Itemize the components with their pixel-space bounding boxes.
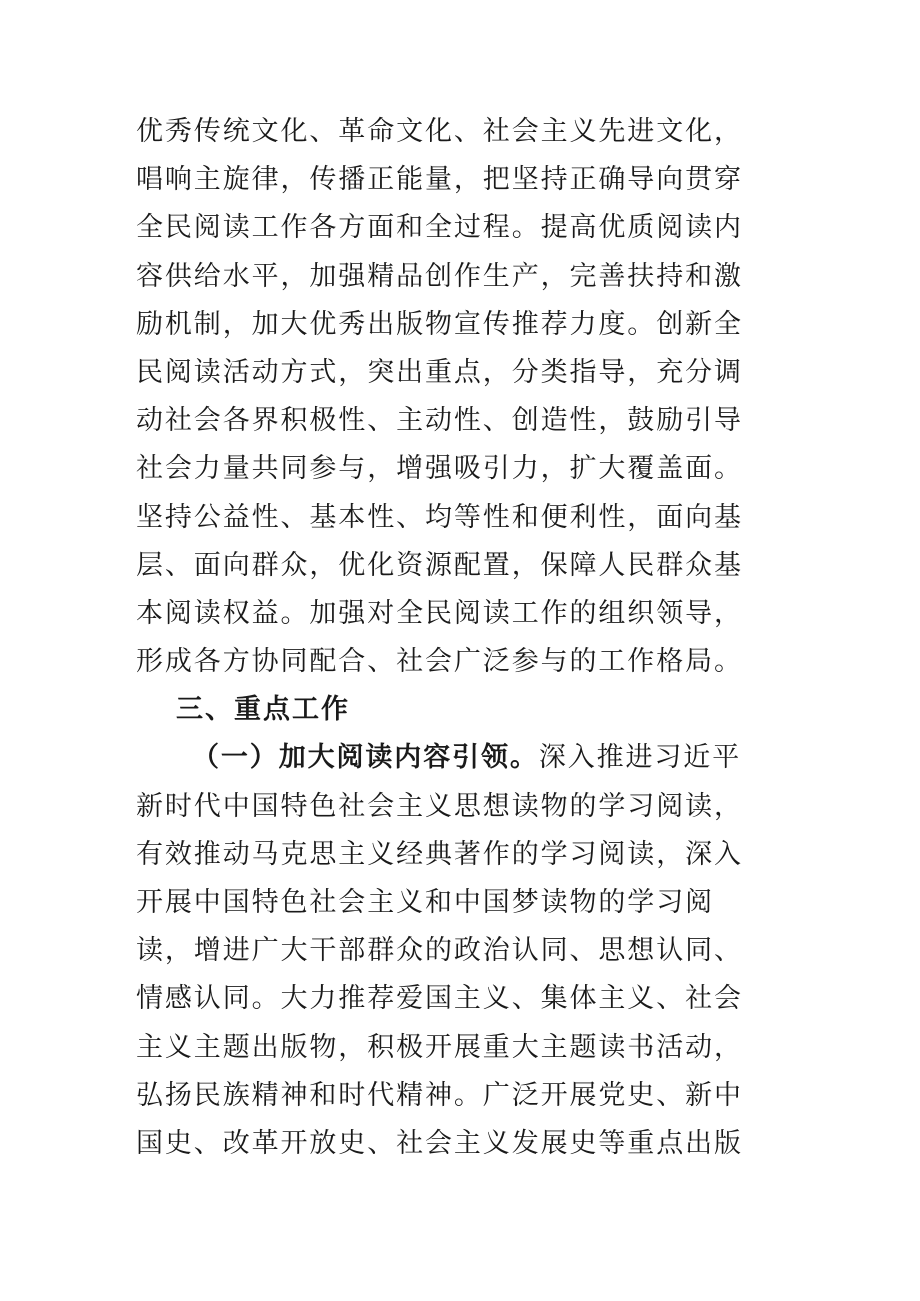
- subsection-line-1: 新时代中国特色社会主义思想读物的学习阅读，: [136, 790, 743, 822]
- text-line-8: 社会力量共同参与，增强吸引力，扩大覆盖面。: [136, 453, 743, 485]
- subsection-line-5: 情感认同。大力推荐爱国主义、集体主义、社会: [136, 983, 743, 1015]
- subsection-line-2: 有效推动马克思主义经典著作的学习阅读，深入: [136, 838, 743, 870]
- subsection-first-line: [136, 734, 776, 782]
- section-heading: 三、重点工作: [176, 694, 350, 726]
- text-line-3: 全民阅读工作各方面和全过程。提高优质阅读内: [136, 212, 743, 244]
- subsection-title: （一）加大阅读内容引领。: [192, 742, 539, 774]
- subsection-line-8: 国史、改革开放史、社会主义发展史等重点出版: [136, 1127, 743, 1159]
- text-line-4: 容供给水平，加强精品创作生产，完善扶持和激: [136, 260, 743, 292]
- text-line-9: 坚持公益性、基本性、均等性和便利性，面向基: [136, 501, 743, 533]
- text-line-12: 形成各方协同配合、社会广泛参与的工作格局。: [136, 646, 743, 678]
- text-line-5: 励机制，加大优秀出版物宣传推荐力度。创新全: [136, 308, 743, 340]
- text-line-10: 层、面向群众，优化资源配置，保障人民群众基: [136, 549, 743, 581]
- text-line-7: 动社会各界积极性、主动性、创造性，鼓励引导: [136, 405, 743, 437]
- subsection-line-3: 开展中国特色社会主义和中国梦读物的学习阅: [136, 887, 714, 918]
- subsection-line-4: 读，增进广大干部群众的政治认同、思想认同、: [136, 935, 743, 967]
- text-line-1: 优秀传统文化、革命文化、社会主义先进文化，: [136, 116, 743, 147]
- text-line-11: 本阅读权益。加强对全民阅读工作的组织领导，: [136, 597, 743, 629]
- subsection-line-7: 弘扬民族精神和时代精神。广泛开展党史、新中: [136, 1079, 743, 1111]
- text-line-6: 民阅读活动方式，突出重点，分类指导，充分调: [136, 356, 743, 388]
- subsection-line-6: 主义主题出版物，积极开展重大主题读书活动，: [136, 1031, 743, 1063]
- document-body: [136, 108, 776, 1168]
- subsection-first-line-text: 深入推进习近平: [538, 742, 742, 774]
- text-line-2: 唱响主旋律，传播正能量，把坚持正确导向贯穿: [136, 164, 743, 196]
